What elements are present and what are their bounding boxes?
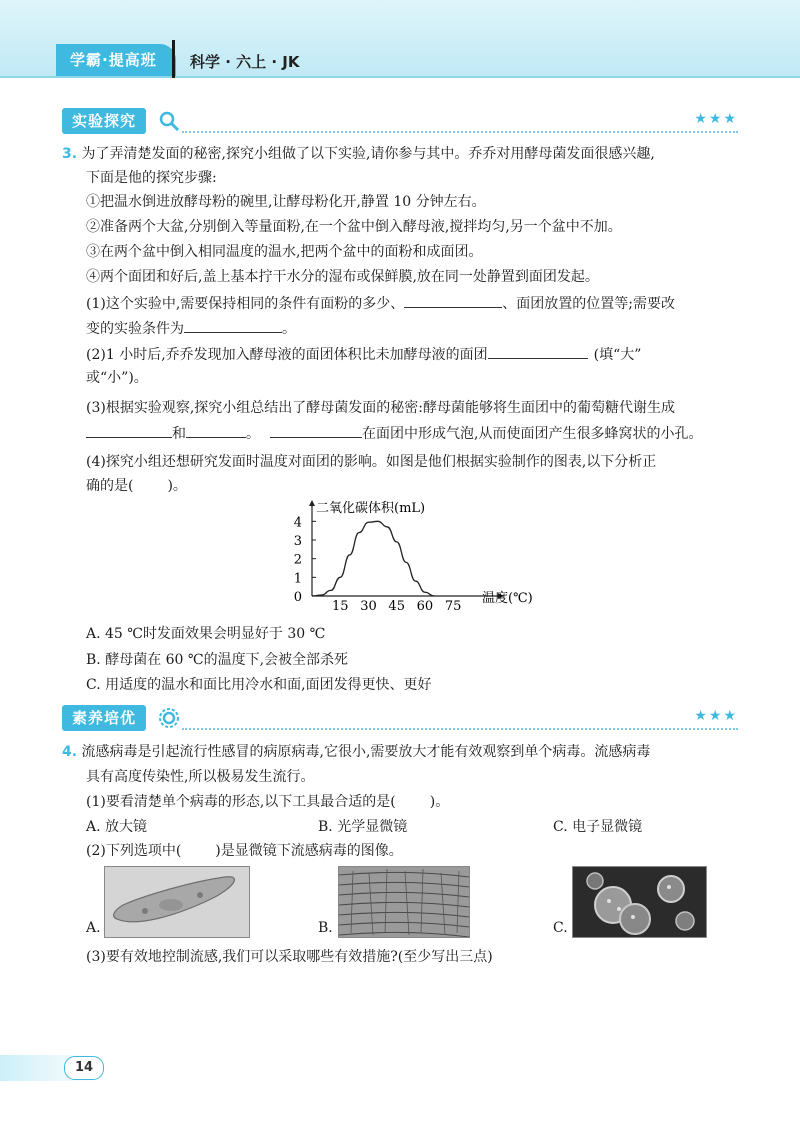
q3-part1-line2 [86,318,296,339]
q3-step-4: ④两个面团和好后,盖上基本拧干水分的湿布或保鲜膜,放在同一处静置到面团发起。 [86,269,599,285]
q4-stem-line1 [62,742,650,762]
x-tick-label: 60 [416,599,434,614]
y-tick-label: 4 [293,515,302,531]
q3-part1-text: 、面团放置的位置等;需要改 [502,296,675,312]
image-label-a: A. [86,920,101,936]
q4-part1-text: (1)要看清楚单个病毒的形态,以下工具最合适的是( [86,794,396,810]
y-tick-label: 3 [293,534,302,549]
q3-part4-line1: (4)探究小组还想研究发面时温度对面团的影响。如图是他们根据实验制作的图表,以下分析正 [86,454,657,470]
q3-option-b[interactable]: B. 酵母菌在 60 ℃的温度下,会被全部杀死 [86,652,349,668]
q3-number: 3. [62,146,78,162]
q4-option-c[interactable]: C. 电子显微镜 [553,819,643,835]
x-axis-label: 温度(℃) [482,591,533,606]
section-header-literacy [62,705,738,731]
answer-blank[interactable] [488,344,588,359]
q3-part3-line1: (3)根据实验观察,探究小组总结出了酵母菌发面的秘密:酵母菌能够将生面团中的葡萄糖代谢生成 [86,400,675,416]
sun-icon [158,707,180,729]
q3-option-a[interactable]: A. 45 ℃时发面效果会明显好于 30 ℃ [86,626,326,642]
chart-title: 二氧化碳体积(mL) [316,501,426,516]
influenza-virus-micrograph-image[interactable] [572,866,707,938]
q3-part4-text: )。 [167,478,187,494]
section-title: 实验探究 [62,108,146,134]
co2-temperature-chart [276,498,566,616]
q3-step-2: ②准备两个大盆,分别倒入等量面粉,在一个盆中倒入酵母液,搅拌均匀,另一个盆中不加。 [86,219,622,235]
y-tick-label: 1 [293,571,302,587]
y-tick-label: 0 [293,590,302,605]
answer-blank[interactable] [404,293,502,308]
q3-stem-line2: 下面是他的探究步骤: [86,170,217,186]
q3-part1-line1 [86,293,675,314]
x-tick-label: 15 [331,599,349,614]
q3-part4-line2 [86,476,187,496]
section-header-experiment [62,108,738,134]
q4-part2 [86,841,403,861]
q3-step-3: ③在两个盆中倒入相同温度的温水,把两个盆中的面粉和成面团。 [86,244,483,260]
q4-part2-text: )是显微镜下流感病毒的图像。 [215,843,403,859]
x-tick-label: 75 [444,599,462,614]
subject-title: 科学 · 六上 · JK [190,53,300,71]
page-number: 14 [64,1056,104,1080]
y-tick-label: 2 [293,552,302,568]
q4-option-b[interactable]: B. 光学显微镜 [318,819,408,835]
header-divider [0,76,800,78]
answer-blank[interactable] [184,318,282,333]
series-title: 学霸·提高班 [70,51,157,69]
q3-option-c[interactable]: C. 用适度的温水和面比用冷水和面,面团发得更快、更好 [86,677,432,693]
q3-part2-line1 [86,344,641,365]
q4-part1 [86,792,449,812]
x-tick-label: 45 [388,599,405,614]
x-tick-label: 30 [360,599,377,614]
difficulty-stars: ★★★ [690,111,738,127]
q3-stem: 为了弄清楚发面的秘密,探究小组做了以下实验,请你参与其中。乔乔对用酵母菌发面很感兴趣, [81,146,655,162]
q4-part3: (3)要有效地控制流感,我们可以采取哪些有效措施?(至少写出三点) [86,949,493,965]
magnifier-icon [158,110,180,132]
q3-part3-text: 在面团中形成气泡,从而使面团产生很多蜂窝状的小孔。 [362,426,703,442]
q4-stem: 流感病毒是引起流行性感冒的病原病毒,它很小,需要放大才能有效观察到单个病毒。流感病毒 [81,744,651,760]
q3-stem-line1 [62,144,655,164]
q3-part1-text: 变的实验条件为 [86,321,184,337]
q4-option-a[interactable]: A. 放大镜 [86,819,148,835]
q3-part2-line2: 或“小”)。 [86,370,148,386]
q3-step-1: ①把温水倒进放酵母粉的碗里,让酵母粉化开,静置 10 分钟左右。 [86,194,486,210]
q3-part3-text: 。 [246,426,260,442]
q3-part2-text: (填“大” [593,347,642,363]
answer-blank[interactable] [186,423,246,438]
q4-part1-text: )。 [429,794,450,810]
q3-part3-line2 [86,423,702,444]
q3-part1-text: 。 [282,321,296,337]
q3-part2-text: (2)1 小时后,乔乔发现加入酵母液的面团体积比未加酵母液的面团 [86,347,488,363]
answer-blank[interactable] [270,423,362,438]
q4-stem-line2: 具有高度传染性,所以极易发生流行。 [86,769,315,785]
q3-part4-text: 确的是( [86,478,134,494]
section-divider [182,728,738,730]
image-label-b: B. [318,920,333,936]
paramecium-micrograph-image[interactable] [104,866,250,938]
q4-part2-text: (2)下列选项中( [86,843,182,859]
y-axis-arrow-icon [309,500,315,506]
section-divider [182,131,738,133]
header-arrow-icon [172,40,175,78]
cell-tissue-micrograph-image[interactable] [338,866,470,938]
q3-part3-text: 和 [172,426,186,442]
difficulty-stars: ★★★ [690,708,738,724]
co2-curve [312,521,434,596]
image-label-c: C. [553,920,568,936]
section-title: 素养培优 [62,705,146,731]
q4-number: 4. [62,744,78,760]
q3-part1-text: (1)这个实验中,需要保持相同的条件有面粉的多少、 [86,296,405,312]
answer-blank[interactable] [86,423,172,438]
